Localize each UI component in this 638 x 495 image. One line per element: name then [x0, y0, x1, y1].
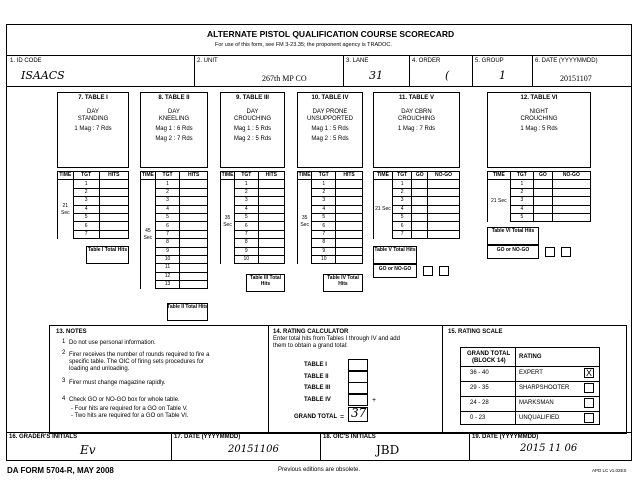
table-mag2: Mag 2 : 5 Rds	[233, 136, 272, 142]
table-mag1: Mag 1 : 5 Rds	[311, 126, 349, 132]
go-cell[interactable]	[534, 188, 553, 196]
table-desc1: DAY PRONE	[312, 109, 348, 115]
target-number: 5	[235, 213, 258, 221]
form-subtitle: For use of this form, see FM 3-23.35; the proponent agency is TRADOC.	[215, 42, 392, 48]
target-number: 1	[312, 180, 336, 188]
scale-rating: MARKSMAN	[519, 400, 554, 406]
note-2-marker: 2	[62, 350, 66, 356]
target-number: 12	[155, 272, 180, 280]
hits-cell[interactable]	[99, 213, 128, 221]
go-cell[interactable]	[534, 213, 553, 221]
go-checkbox[interactable]	[545, 247, 555, 257]
hits-cell[interactable]	[258, 180, 284, 188]
date19-value[interactable]: 2015 11 06	[520, 443, 578, 454]
hits-cell[interactable]	[258, 255, 284, 263]
calc-row-box[interactable]	[348, 394, 368, 406]
rating-scale-col2: RATING	[519, 354, 542, 360]
time-cell: 21 Sec	[58, 180, 74, 239]
grid-header-time: TIME	[298, 172, 311, 179]
calc-row-label: TABLE II	[304, 373, 329, 380]
nogo-cell[interactable]	[552, 188, 590, 196]
rating-calc-title: 14. RATING CALCULATOR	[273, 329, 349, 335]
date-value[interactable]: 20151107	[560, 74, 592, 83]
table-desc1: DAY	[168, 109, 180, 115]
grader-initials-value[interactable]: Ev	[80, 443, 96, 457]
rating-checkbox[interactable]	[584, 383, 594, 393]
group-label: 5. GROUP	[475, 58, 504, 64]
grid-header-go: GO	[412, 172, 428, 180]
hits-cell[interactable]	[180, 222, 208, 230]
go-cell[interactable]	[412, 188, 428, 196]
scale-range: 36 - 40	[470, 370, 489, 376]
target-number: 7	[155, 230, 180, 238]
target-number: 7	[312, 230, 336, 238]
table-desc1: DAY	[246, 109, 259, 115]
go-cell[interactable]	[412, 213, 428, 221]
grid-header-tgt: TGT	[235, 172, 258, 180]
nogo-cell[interactable]	[428, 180, 460, 188]
target-number: 3	[510, 197, 533, 205]
table-desc2: CROUCHING	[234, 116, 271, 122]
go-cell[interactable]	[534, 180, 553, 188]
target-number: 5	[155, 213, 180, 221]
target-number: 5	[392, 213, 412, 221]
target-number: 2	[155, 188, 180, 196]
target-number: 5	[312, 213, 336, 221]
grid-header-tgt: TGT	[73, 172, 99, 180]
nogo-checkbox[interactable]	[561, 247, 571, 257]
target-number: 2	[510, 188, 533, 196]
hits-cell[interactable]	[180, 272, 208, 280]
hits-cell[interactable]	[99, 230, 128, 238]
target-number: 8	[155, 239, 180, 247]
target-number: 8	[235, 239, 258, 247]
nogo-checkbox[interactable]	[439, 266, 449, 276]
table-title: 9. TABLE III	[236, 95, 269, 101]
unit-value[interactable]: 267th MP CO	[262, 74, 307, 83]
id-code-label: 1. ID CODE	[10, 58, 42, 64]
target-number: 1	[392, 180, 412, 188]
table-total-label: Table V Total Hits	[374, 247, 416, 254]
group-value[interactable]: 1	[499, 69, 506, 82]
obsolete-note: Previous editions are obsolete.	[278, 467, 361, 473]
target-number: 1	[73, 180, 99, 188]
scale-rating: EXPERT	[519, 370, 543, 376]
hits-cell[interactable]	[336, 197, 363, 205]
table-desc1: DAY CBRN	[401, 109, 432, 115]
note-1-marker: 1	[62, 339, 66, 345]
target-number: 9	[312, 247, 336, 255]
time-cell: 21 Sec	[374, 180, 393, 239]
target-number: 5	[510, 213, 533, 221]
table-mag1: Mag 1 : 5 Rds	[233, 126, 272, 132]
nogo-cell[interactable]	[428, 213, 460, 221]
target-number: 10	[235, 255, 258, 263]
hits-cell[interactable]	[336, 188, 363, 196]
hits-cell[interactable]	[336, 255, 363, 263]
hits-cell[interactable]	[180, 281, 208, 289]
hits-cell[interactable]	[336, 213, 363, 221]
table-grid	[487, 171, 591, 222]
equals-sign: =	[340, 414, 345, 421]
note-4b: - Two hits are required for a GO on Table VI.	[71, 413, 189, 419]
hits-cell[interactable]	[258, 239, 284, 247]
table-grid	[220, 171, 285, 264]
hits-cell[interactable]	[180, 230, 208, 238]
table-title: 7. TABLE I	[78, 95, 108, 101]
go-cell[interactable]	[412, 197, 428, 205]
table-mag2: Mag 2 : 5 Rds	[311, 136, 349, 142]
nogo-cell[interactable]	[428, 197, 460, 205]
date17-label: 17. DATE (YYYYMMDD)	[174, 434, 241, 440]
target-number: 3	[155, 197, 180, 205]
table-total-label: Table VI Total Hits	[491, 228, 535, 235]
note-3: Firer must change magazine rapidly.	[69, 380, 166, 386]
nogo-cell[interactable]	[552, 213, 590, 221]
target-number: 13	[155, 281, 180, 289]
target-number: 2	[73, 188, 99, 196]
scale-range: 0 - 23	[470, 415, 486, 421]
note-3-marker: 3	[62, 378, 66, 384]
table-mag2: Mag 2 : 7 Rds	[155, 136, 193, 142]
hits-cell[interactable]	[336, 239, 363, 247]
hits-cell[interactable]	[180, 255, 208, 263]
target-number: 7	[73, 230, 99, 238]
form-title: ALTERNATE PISTOL QUALIFICATION COURSE SCORECARD	[207, 29, 455, 39]
target-number: 9	[235, 247, 258, 255]
hits-cell[interactable]	[180, 239, 208, 247]
go-cell[interactable]	[412, 180, 428, 188]
hits-cell[interactable]	[99, 188, 128, 196]
table-desc1: NIGHT	[529, 109, 549, 115]
target-number: 9	[155, 247, 180, 255]
table-mag1: 1 Mag : 7 Rds	[74, 126, 112, 132]
target-number: 3	[312, 197, 336, 205]
hits-cell[interactable]	[180, 197, 208, 205]
date-label: 6. DATE (YYYYMMDD)	[535, 58, 598, 64]
grader-initials-label: 16. GRADER'S INITIALS	[9, 434, 78, 440]
target-number: 1	[510, 180, 533, 188]
target-number: 4	[73, 205, 99, 213]
grand-total-value[interactable]: 37	[351, 406, 367, 420]
calc-row-box[interactable]	[348, 359, 368, 371]
table-grid	[140, 171, 208, 289]
hits-cell[interactable]	[180, 205, 208, 213]
go-cell[interactable]	[412, 222, 428, 230]
calc-row-label: TABLE IV	[304, 396, 331, 403]
hits-cell[interactable]	[336, 230, 363, 238]
hits-cell[interactable]	[336, 180, 363, 188]
target-number: 6	[155, 222, 180, 230]
target-number: 2	[235, 188, 258, 196]
hits-cell[interactable]	[258, 213, 284, 221]
target-number: 1	[155, 180, 180, 188]
form-id: DA FORM 5704-R, MAY 2008	[7, 466, 114, 475]
nogo-cell[interactable]	[428, 222, 460, 230]
target-number: 7	[235, 230, 258, 238]
rating-scale-title: 15. RATING SCALE	[448, 329, 503, 335]
grid-header-time: TIME	[488, 172, 511, 180]
table-row	[374, 180, 460, 188]
table-total-label: Table IV Total Hits	[327, 275, 359, 288]
grid-header-tgt: TGT	[510, 172, 533, 180]
table-mag1: 1 Mag : 5 Rds	[520, 126, 558, 132]
go-checkbox[interactable]	[423, 266, 433, 276]
table-desc2: CROUCHING	[398, 116, 435, 122]
calc-row-box[interactable]	[348, 382, 368, 394]
time-cell: 35 Sec	[221, 180, 235, 264]
hits-cell[interactable]	[180, 188, 208, 196]
table-desc2: UNSUPPORTED	[307, 116, 353, 122]
table-row	[221, 180, 285, 188]
go-cell[interactable]	[412, 205, 428, 213]
table-total-label: Table I Total Hits	[87, 247, 128, 254]
scale-range: 29 - 35	[470, 385, 489, 391]
hits-cell[interactable]	[258, 188, 284, 196]
table-grid	[57, 171, 129, 239]
table-title: 8. TABLE II	[158, 95, 190, 101]
table-total-label: Table III Total Hits	[249, 275, 282, 288]
notes-title: 13. NOTES	[56, 329, 87, 335]
hits-cell[interactable]	[99, 197, 128, 205]
oic-initials-label: 18. OIC'S INITIALS	[323, 434, 376, 440]
hits-cell[interactable]	[180, 247, 208, 255]
nogo-cell[interactable]	[428, 205, 460, 213]
scale-range: 24 - 28	[470, 400, 489, 406]
note-4: Check GO or NO-GO box for whole table.	[69, 397, 180, 403]
scale-rating: UNQUALIFIED	[519, 415, 560, 421]
time-cell: 21 Sec	[488, 180, 511, 222]
grid-header-tgt: TGT	[155, 172, 180, 180]
grid-header-hits: HITS	[258, 172, 284, 180]
table-mag1: Mag 1 : 6 Rds	[155, 126, 193, 132]
grid-header-time: TIME	[374, 172, 393, 180]
order-value[interactable]: (	[445, 69, 450, 82]
target-number: 3	[73, 197, 99, 205]
table-grid	[297, 171, 363, 264]
grid-header-time: TIME	[59, 172, 72, 179]
target-number: 10	[312, 255, 336, 263]
rating-checkbox[interactable]	[584, 413, 594, 423]
nogo-cell[interactable]	[552, 197, 590, 205]
hits-cell[interactable]	[336, 205, 363, 213]
grid-header-tgt: TGT	[312, 172, 336, 180]
lane-value[interactable]: 31	[369, 69, 383, 82]
table-title: 12. TABLE VI	[520, 95, 558, 101]
rating-calc-desc2: them to obtain a grand total:	[273, 343, 348, 349]
table-title: 11. TABLE V	[399, 95, 434, 101]
target-number: 4	[510, 205, 533, 213]
note-4-marker: 4	[62, 396, 66, 402]
note-4a: - Four hits are required for a GO on Table V.	[71, 406, 188, 412]
grid-header-time: TIME	[221, 172, 234, 179]
grid-header-hits: HITS	[336, 172, 363, 180]
date19-label: 19. DATE (YYYYMMDD)	[472, 434, 539, 440]
hits-cell[interactable]	[258, 205, 284, 213]
table-desc1: DAY	[87, 109, 99, 115]
table-row	[298, 180, 363, 188]
hits-cell[interactable]	[258, 197, 284, 205]
calc-row-label: TABLE III	[304, 385, 331, 391]
table-desc2: STANDING	[77, 116, 109, 122]
id-code-value[interactable]: ISAACS	[21, 69, 65, 82]
target-number: 8	[312, 239, 336, 247]
time-cell: 45 Sec	[141, 180, 156, 289]
target-number: 4	[312, 205, 336, 213]
table-total-label: Table II Total Hits	[167, 303, 208, 310]
table-row	[141, 180, 208, 188]
time-cell: 35 Sec	[298, 180, 312, 264]
nogo-cell[interactable]	[552, 180, 590, 188]
rating-checkbox[interactable]	[584, 398, 594, 408]
target-number: 2	[312, 188, 336, 196]
oic-initials-value[interactable]: JBD	[376, 443, 400, 457]
rating-scale-col1a: GRAND TOTAL	[467, 351, 511, 357]
target-number: 2	[392, 188, 412, 196]
table-desc2: KNEELING	[158, 116, 190, 122]
date17-value[interactable]: 20151106	[228, 444, 279, 455]
table-title: 10. TABLE IV	[311, 95, 349, 101]
plus-sign: +	[372, 397, 377, 404]
table-desc2: CROUCHING	[520, 116, 558, 122]
grid-header-tgt: TGT	[392, 172, 412, 180]
hits-cell[interactable]	[336, 247, 363, 255]
hits-cell[interactable]	[336, 222, 363, 230]
target-number: 3	[235, 197, 258, 205]
go-cell[interactable]	[412, 230, 428, 238]
target-number: 1	[235, 180, 258, 188]
grid-header-hits: HITS	[99, 172, 128, 180]
grid-header-time: TIME	[141, 172, 154, 179]
rating-scale-col1b: (BLOCK 14)	[472, 358, 506, 364]
target-number: 5	[73, 213, 99, 221]
grid-header-hits: HITS	[180, 172, 208, 180]
target-number: 4	[235, 205, 258, 213]
grid-header-nogo: NO-GO	[552, 172, 590, 180]
hits-cell[interactable]	[180, 264, 208, 272]
hits-cell[interactable]	[258, 247, 284, 255]
nogo-cell[interactable]	[428, 188, 460, 196]
rating-calc-desc1: Enter total hits from Tables I through IV and add	[273, 336, 400, 342]
hits-cell[interactable]	[180, 180, 208, 188]
go-nogo-label: GO or NO-GO	[378, 266, 412, 273]
calc-row-box[interactable]	[348, 371, 368, 383]
go-cell[interactable]	[534, 197, 553, 205]
target-number: 11	[155, 264, 180, 272]
target-number: 6	[73, 222, 99, 230]
calc-row-label: TABLE I	[304, 362, 327, 368]
target-number: 6	[235, 222, 258, 230]
go-cell[interactable]	[534, 205, 553, 213]
table-row	[58, 180, 129, 188]
hits-cell[interactable]	[99, 222, 128, 230]
order-label: 4. ORDER	[412, 58, 441, 64]
hits-cell[interactable]	[99, 205, 128, 213]
unit-label: 2. UNIT	[197, 58, 218, 64]
rating-checkbox[interactable]: X	[585, 368, 592, 378]
apd-code: APD LC v1.02ES	[592, 468, 627, 473]
table-mag1: 1 Mag : 7 Rds	[397, 126, 436, 132]
table-row	[488, 180, 591, 188]
go-nogo-label: GO or NO-GO	[496, 247, 530, 254]
lane-label: 3. LANE	[346, 58, 369, 64]
hits-cell[interactable]	[258, 222, 284, 230]
nogo-cell[interactable]	[552, 205, 590, 213]
grand-total-label: GRAND TOTAL	[294, 414, 338, 420]
target-number: 7	[392, 230, 412, 238]
nogo-cell[interactable]	[428, 230, 460, 238]
table-grid	[373, 171, 460, 239]
target-number: 4	[155, 205, 180, 213]
target-number: 3	[392, 197, 412, 205]
scale-rating: SHARPSHOOTER	[519, 385, 570, 391]
note-2a: Firer receives the number of rounds required to fire a	[69, 352, 210, 358]
grid-header-nogo: NO-GO	[428, 172, 460, 180]
note-2b: specific table. The OIC of firing sets procedures for	[69, 359, 204, 365]
target-number: 4	[392, 205, 412, 213]
note-2c: loading and unloading.	[69, 366, 130, 372]
hits-cell[interactable]	[99, 180, 128, 188]
target-number: 6	[392, 222, 412, 230]
hits-cell[interactable]	[180, 213, 208, 221]
hits-cell[interactable]	[258, 230, 284, 238]
target-number: 6	[312, 222, 336, 230]
note-1: Do not use personal information.	[69, 340, 156, 346]
target-number: 10	[155, 255, 180, 263]
grid-header-go: GO	[534, 172, 553, 180]
